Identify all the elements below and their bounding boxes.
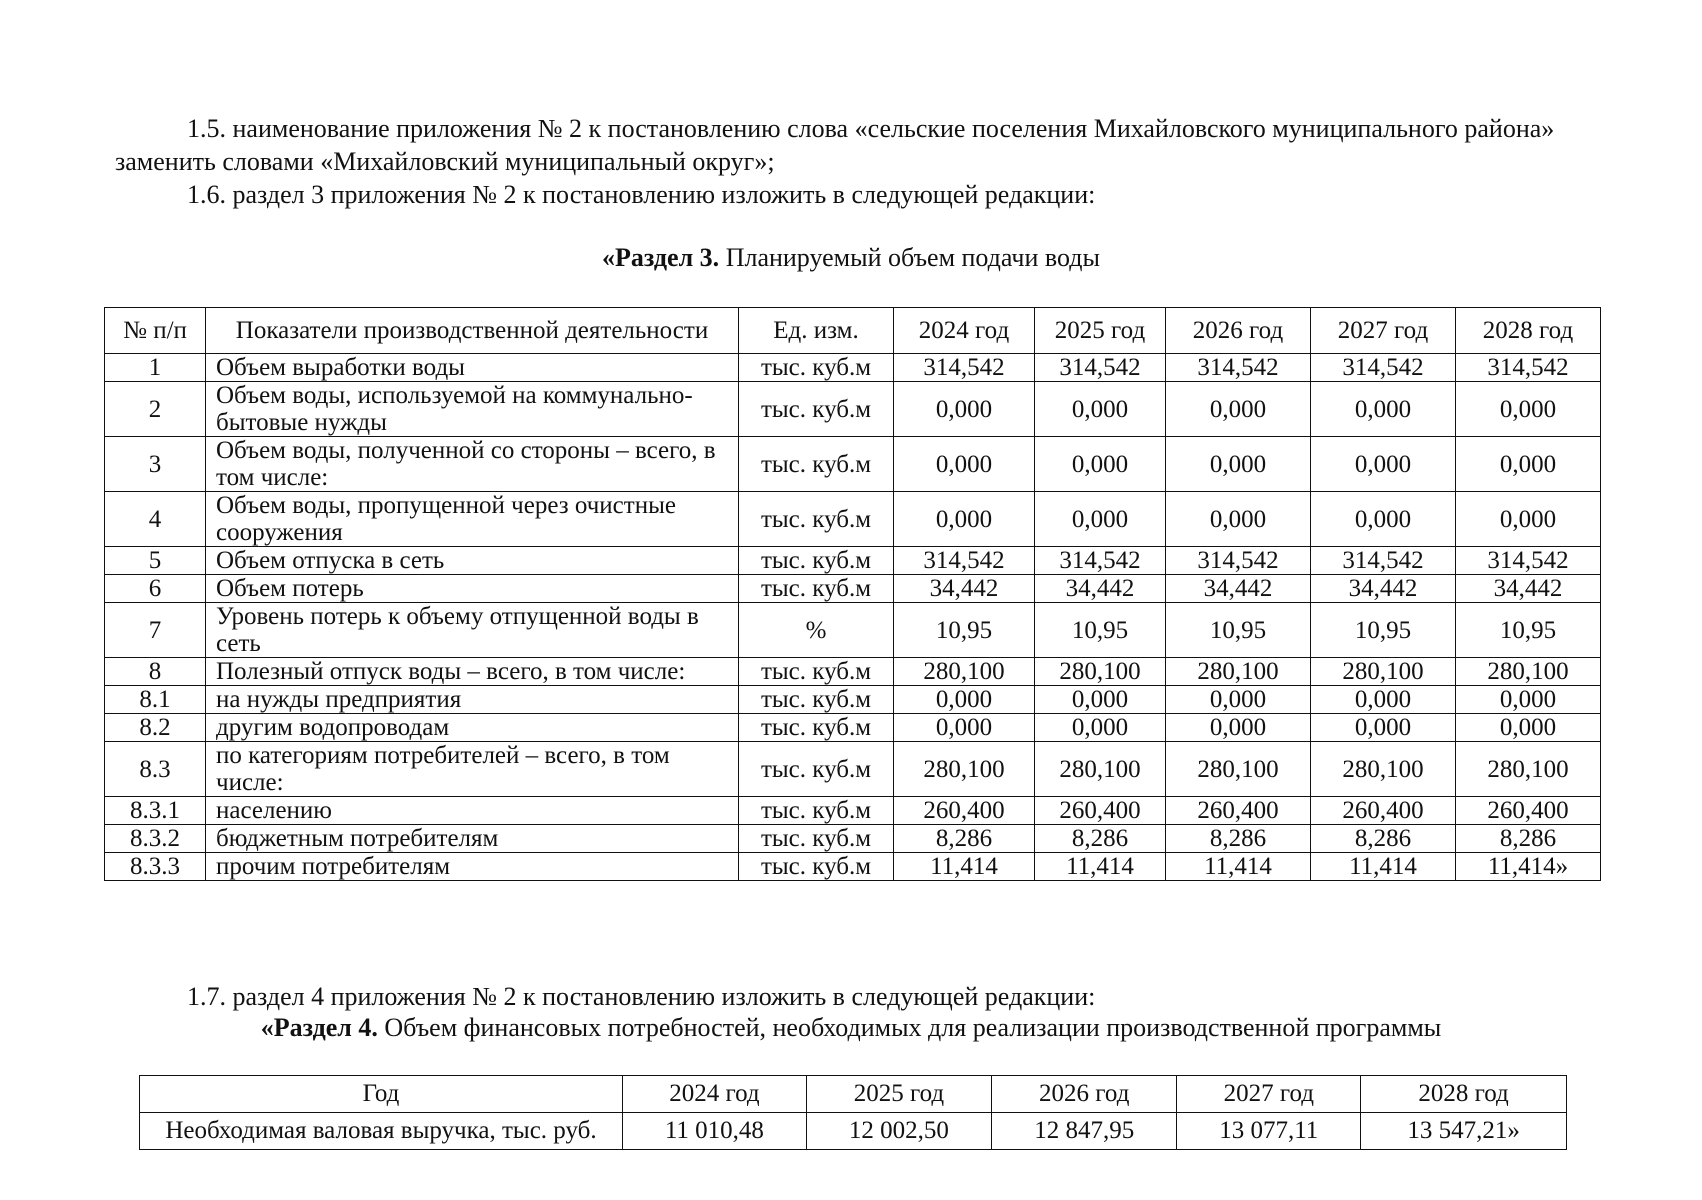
table-row	[105, 825, 1601, 853]
table-row	[105, 686, 1601, 714]
value-cell: 10,95	[1166, 603, 1311, 658]
value-cell: 280,100	[1456, 658, 1601, 686]
table-row	[105, 547, 1601, 575]
indicator-name-cell: Объем потерь	[206, 575, 739, 603]
value-cell: 0,000	[1456, 437, 1601, 492]
value-cell: 314,542	[894, 354, 1035, 382]
indicator-name-cell: Объем воды, пропущенной через очистные сооружения	[206, 492, 739, 547]
value-cell: 260,400	[894, 797, 1035, 825]
value-cell: 34,442	[1311, 575, 1456, 603]
indicator-name-cell: другим водопроводам	[206, 714, 739, 742]
table-row	[105, 492, 1601, 547]
value-cell: 280,100	[1456, 742, 1601, 797]
unit-cell: тыс. куб.м	[739, 437, 894, 492]
table-header-row	[105, 308, 1601, 354]
row-number-cell: 3	[105, 437, 206, 492]
row-number-cell: 8.3.2	[105, 825, 206, 853]
unit-cell: %	[739, 603, 894, 658]
value-cell: 0,000	[894, 492, 1035, 547]
value-cell: 260,400	[1311, 797, 1456, 825]
value-cell: 34,442	[1456, 575, 1601, 603]
value-cell: 10,95	[1311, 603, 1456, 658]
value-cell: 0,000	[1035, 714, 1166, 742]
value-cell: 0,000	[1166, 492, 1311, 547]
value-cell: 314,542	[1035, 354, 1166, 382]
value-cell: 0,000	[1456, 714, 1601, 742]
indicator-name-cell: Объем выработки воды	[206, 354, 739, 382]
header-cell: 2028 год	[1361, 1076, 1567, 1113]
section-3-title	[0, 243, 1702, 273]
indicator-name-cell: Объем воды, используемой на коммунально-бытовые нужды	[206, 382, 739, 437]
value-cell: 8,286	[1311, 825, 1456, 853]
unit-cell: тыс. куб.м	[739, 714, 894, 742]
indicator-name-cell: населению	[206, 797, 739, 825]
row-number-cell: 6	[105, 575, 206, 603]
value-cell: 34,442	[1166, 575, 1311, 603]
header-cell: 2024 год	[894, 308, 1035, 354]
value-cell: 280,100	[1035, 658, 1166, 686]
value-cell: 11 010,48	[623, 1113, 807, 1150]
header-cell: 2025 год	[806, 1076, 991, 1113]
section-3-title-bold: «Раздел 3.	[602, 243, 720, 272]
value-cell: 11,414	[1311, 853, 1456, 881]
row-number-cell: 8.2	[105, 714, 206, 742]
value-cell: 8,286	[894, 825, 1035, 853]
row-number-cell: 8.3.3	[105, 853, 206, 881]
table-row	[105, 437, 1601, 492]
value-cell: 0,000	[894, 714, 1035, 742]
paragraph-1-5: 1.5. наименование приложения № 2 к постановлению слова «сельские поселения Михайловского муниципального района» заменить словами «Михайловский муниципальный округ»;	[115, 114, 1555, 176]
unit-cell: тыс. куб.м	[739, 492, 894, 547]
unit-cell: тыс. куб.м	[739, 575, 894, 603]
row-number-cell: 1	[105, 354, 206, 382]
value-cell: 280,100	[894, 742, 1035, 797]
value-cell: 34,442	[1035, 575, 1166, 603]
row-number-cell: 7	[105, 603, 206, 658]
value-cell: 0,000	[1456, 686, 1601, 714]
unit-cell: тыс. куб.м	[739, 658, 894, 686]
paragraph-1-7: 1.7. раздел 4 приложения № 2 к постановлению изложить в следующей редакции:	[187, 982, 1096, 1011]
value-cell: 13 077,11	[1177, 1113, 1361, 1150]
unit-cell: тыс. куб.м	[739, 354, 894, 382]
section-3-title-text: Планируемый объем подачи воды	[719, 243, 1100, 272]
value-cell: 314,542	[1166, 354, 1311, 382]
indicator-name-cell: на нужды предприятия	[206, 686, 739, 714]
value-cell: 260,400	[1456, 797, 1601, 825]
value-cell: 280,100	[1166, 658, 1311, 686]
indicator-name-cell: бюджетным потребителям	[206, 825, 739, 853]
indicator-name-cell: Полезный отпуск воды – всего, в том числе:	[206, 658, 739, 686]
table-row	[105, 742, 1601, 797]
value-cell: 280,100	[1311, 658, 1456, 686]
value-cell: 0,000	[1035, 382, 1166, 437]
header-cell: 2026 год	[1166, 308, 1311, 354]
value-cell: 8,286	[1166, 825, 1311, 853]
section-3-table-body	[105, 354, 1601, 881]
unit-cell: тыс. куб.м	[739, 547, 894, 575]
value-cell: 0,000	[1035, 686, 1166, 714]
unit-cell: тыс. куб.м	[739, 382, 894, 437]
table-row	[105, 853, 1601, 881]
unit-cell: тыс. куб.м	[739, 742, 894, 797]
value-cell: 0,000	[1311, 714, 1456, 742]
table-row	[105, 797, 1601, 825]
value-cell: 0,000	[1311, 686, 1456, 714]
header-cell: 2024 год	[623, 1076, 807, 1113]
indicator-name-cell: Объем воды, полученной со стороны – всего, в том числе:	[206, 437, 739, 492]
row-number-cell: 2	[105, 382, 206, 437]
unit-cell: тыс. куб.м	[739, 797, 894, 825]
value-cell: 260,400	[1035, 797, 1166, 825]
value-cell: 260,400	[1166, 797, 1311, 825]
unit-cell: тыс. куб.м	[739, 825, 894, 853]
header-cell: Ед. изм.	[739, 308, 894, 354]
value-cell: 8,286	[1035, 825, 1166, 853]
value-cell: 314,542	[1311, 547, 1456, 575]
table-row	[105, 658, 1601, 686]
table-row	[105, 575, 1601, 603]
value-cell: 0,000	[1456, 492, 1601, 547]
row-number-cell: 8.3.1	[105, 797, 206, 825]
header-cell: 2027 год	[1177, 1076, 1361, 1113]
value-cell: 11,414»	[1456, 853, 1601, 881]
table-row	[105, 714, 1601, 742]
table-row	[140, 1113, 1567, 1150]
header-cell: Год	[140, 1076, 623, 1113]
indicator-name-cell: по категориям потребителей – всего, в том числе:	[206, 742, 739, 797]
value-cell: 0,000	[1311, 492, 1456, 547]
value-cell: 280,100	[1166, 742, 1311, 797]
row-number-cell: 8	[105, 658, 206, 686]
value-cell: 314,542	[1456, 354, 1601, 382]
indicator-name-cell: прочим потребителям	[206, 853, 739, 881]
value-cell: 0,000	[1166, 382, 1311, 437]
row-number-cell: 5	[105, 547, 206, 575]
value-cell: 0,000	[1311, 437, 1456, 492]
value-cell: 0,000	[1166, 714, 1311, 742]
unit-cell: тыс. куб.м	[739, 686, 894, 714]
value-cell: 314,542	[1035, 547, 1166, 575]
value-cell: 0,000	[1456, 382, 1601, 437]
value-cell: 12 847,95	[992, 1113, 1177, 1150]
value-cell: 10,95	[1456, 603, 1601, 658]
value-cell: 0,000	[1035, 437, 1166, 492]
value-cell: 0,000	[1035, 492, 1166, 547]
table-row	[105, 354, 1601, 382]
value-cell: 0,000	[1166, 686, 1311, 714]
value-cell: 314,542	[1311, 354, 1456, 382]
row-number-cell: 4	[105, 492, 206, 547]
value-cell: 11,414	[1166, 853, 1311, 881]
header-cell: 2025 год	[1035, 308, 1166, 354]
value-cell: 314,542	[1166, 547, 1311, 575]
value-cell: 10,95	[1035, 603, 1166, 658]
indicator-name-cell: Объем отпуска в сеть	[206, 547, 739, 575]
value-cell: 11,414	[894, 853, 1035, 881]
value-cell: 280,100	[894, 658, 1035, 686]
section-4-title	[0, 1013, 1702, 1043]
table-row	[105, 382, 1601, 437]
table-row	[105, 603, 1601, 658]
header-cell: 2026 год	[992, 1076, 1177, 1113]
indicator-name-cell: Уровень потерь к объему отпущенной воды в сеть	[206, 603, 739, 658]
section-4-table	[139, 1075, 1567, 1150]
value-cell: 0,000	[894, 437, 1035, 492]
value-cell: 13 547,21»	[1361, 1113, 1567, 1150]
value-cell: 0,000	[1311, 382, 1456, 437]
value-cell: 11,414	[1035, 853, 1166, 881]
row-label-cell: Необходимая валовая выручка, тыс. руб.	[140, 1113, 623, 1150]
header-cell: № п/п	[105, 308, 206, 354]
value-cell: 314,542	[894, 547, 1035, 575]
value-cell: 10,95	[894, 603, 1035, 658]
paragraph-1-6: 1.6. раздел 3 приложения № 2 к постановлению изложить в следующей редакции:	[187, 180, 1096, 209]
row-number-cell: 8.1	[105, 686, 206, 714]
table-header-row	[140, 1076, 1567, 1113]
value-cell: 8,286	[1456, 825, 1601, 853]
section-4-title-bold: «Раздел 4.	[260, 1013, 378, 1042]
value-cell: 280,100	[1311, 742, 1456, 797]
row-number-cell: 8.3	[105, 742, 206, 797]
value-cell: 280,100	[1035, 742, 1166, 797]
header-cell: 2028 год	[1456, 308, 1601, 354]
value-cell: 314,542	[1456, 547, 1601, 575]
header-cell: 2027 год	[1311, 308, 1456, 354]
value-cell: 0,000	[894, 686, 1035, 714]
section-4-title-text: Объем финансовых потребностей, необходимых для реализации производственной программы	[377, 1013, 1442, 1042]
value-cell: 34,442	[894, 575, 1035, 603]
value-cell: 0,000	[894, 382, 1035, 437]
header-cell: Показатели производственной деятельности	[206, 308, 739, 354]
section-3-table	[104, 307, 1601, 881]
value-cell: 12 002,50	[806, 1113, 991, 1150]
value-cell: 0,000	[1166, 437, 1311, 492]
unit-cell: тыс. куб.м	[739, 853, 894, 881]
